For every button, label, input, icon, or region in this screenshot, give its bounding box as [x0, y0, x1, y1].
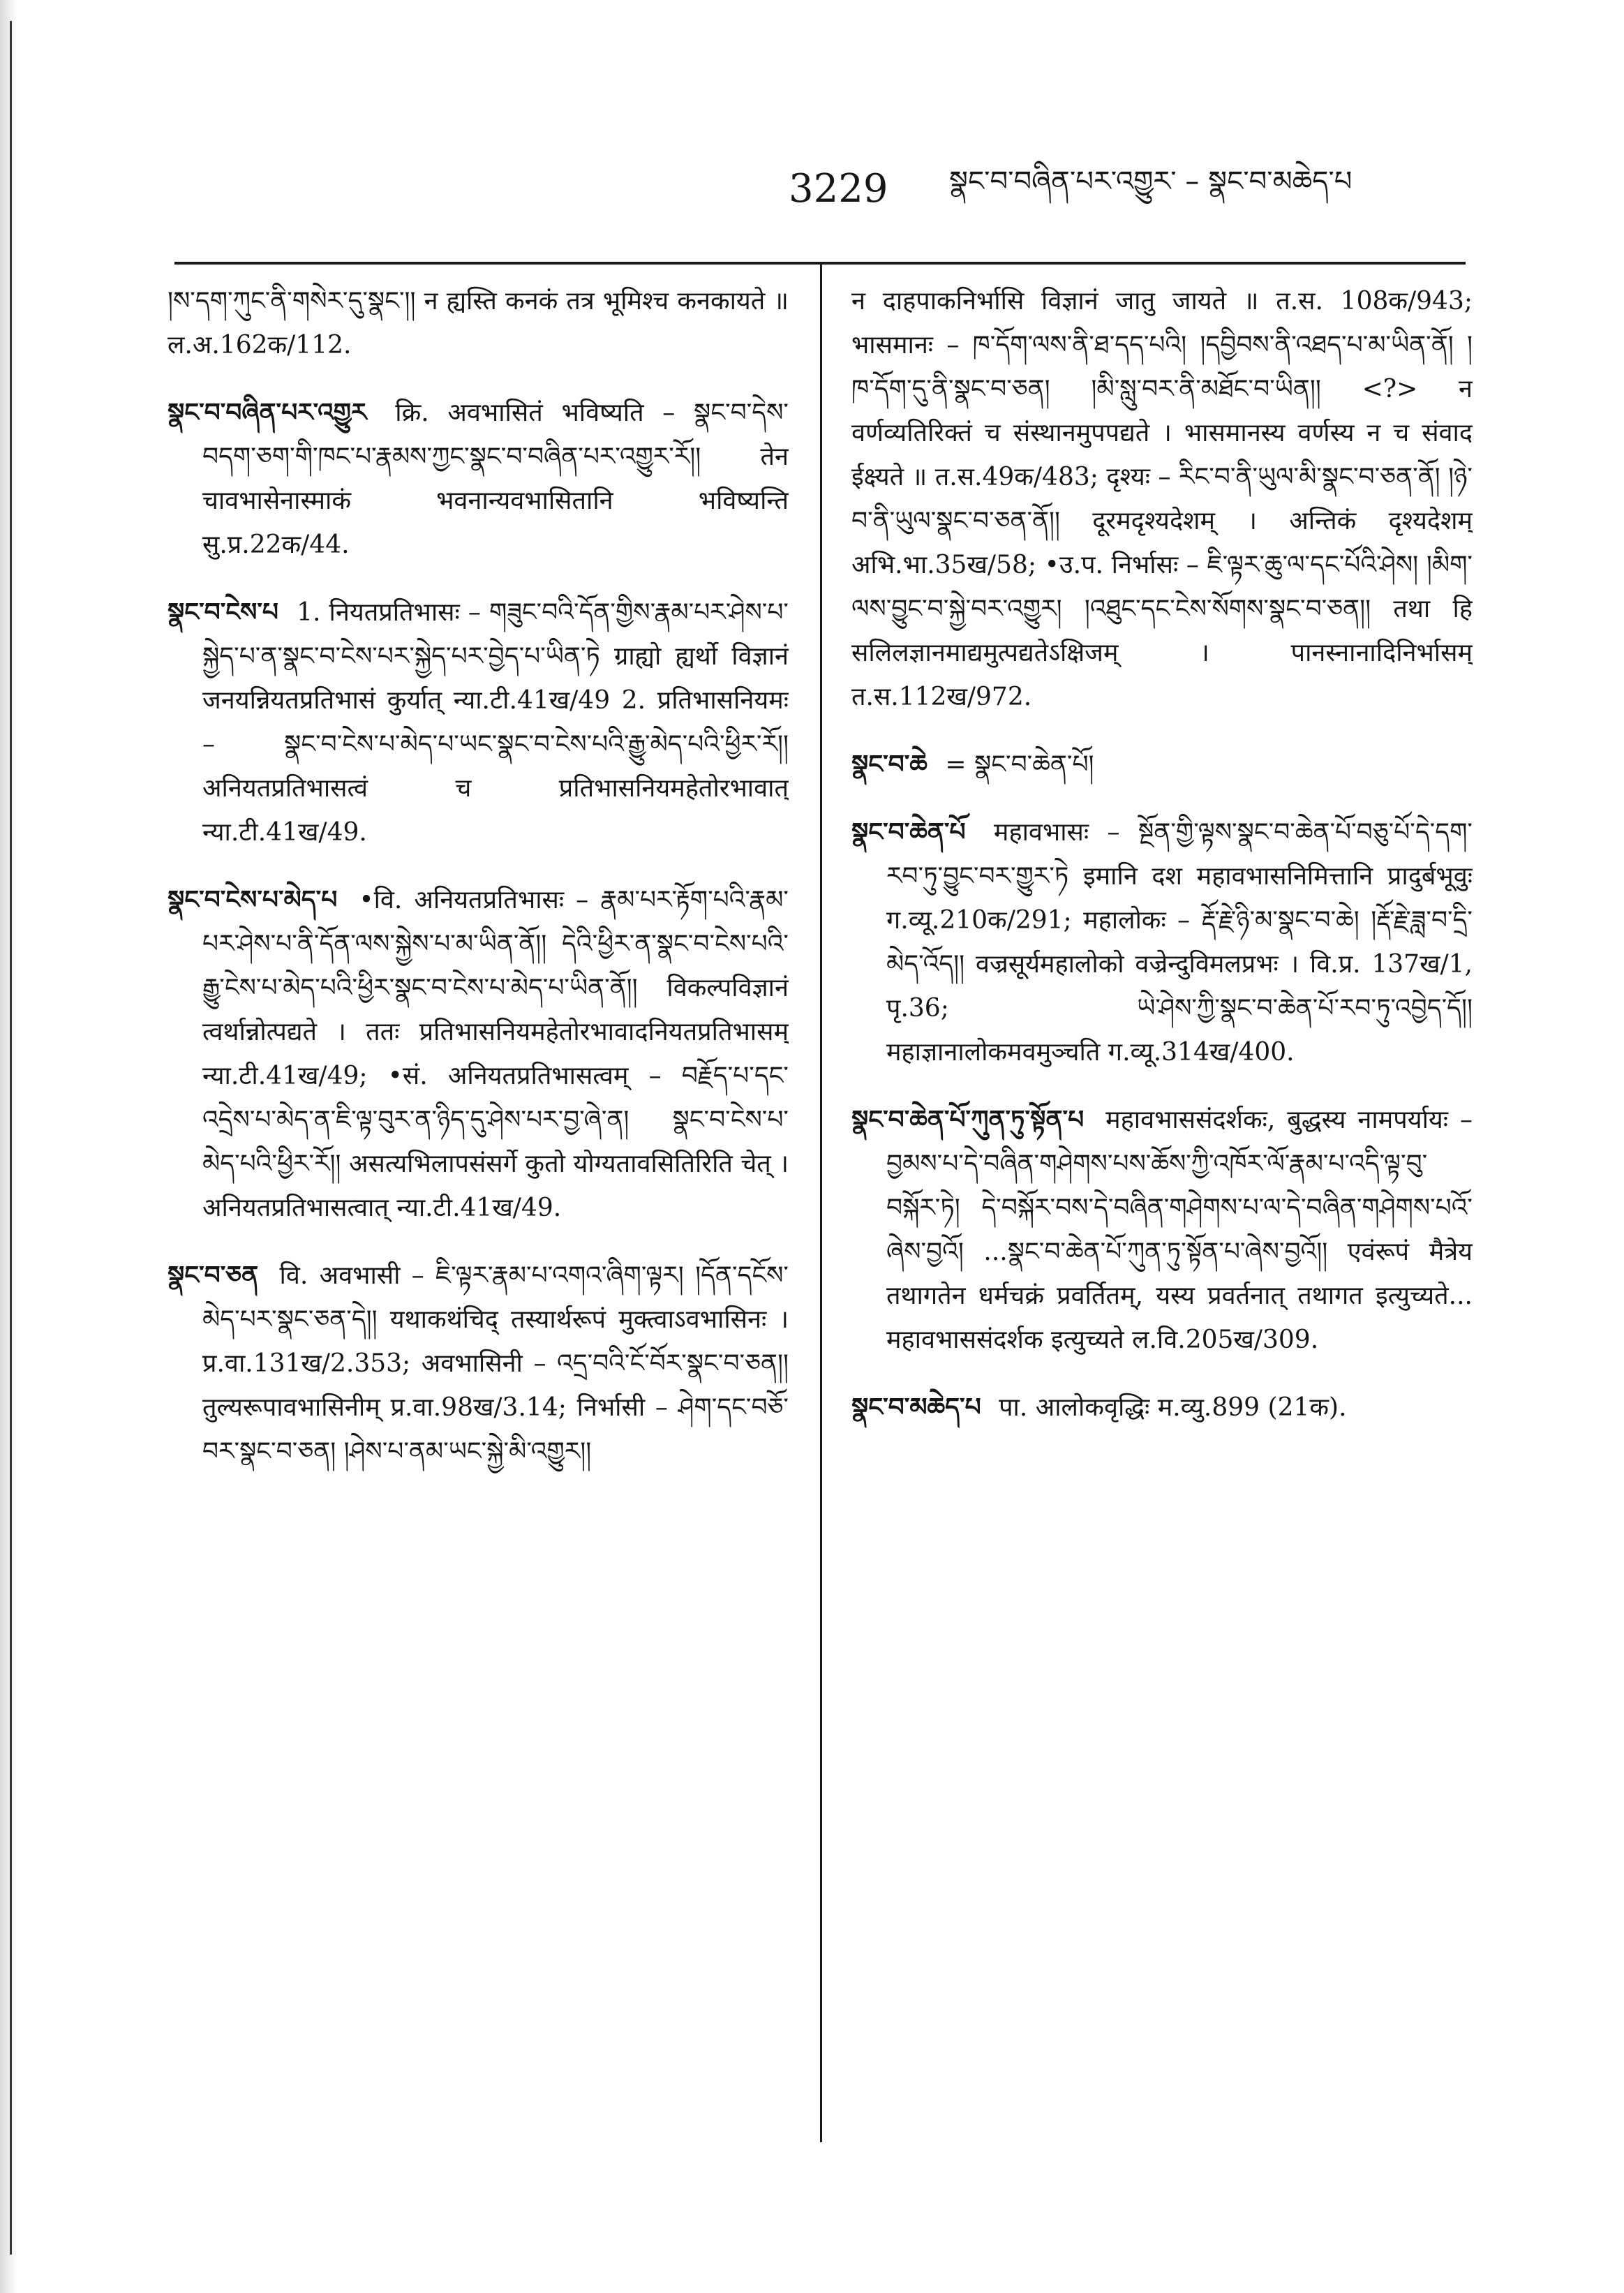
dictionary-entry [167, 1254, 789, 1474]
entry-headword: སྣང་བ་ཆེ [851, 750, 928, 779]
right-column [851, 279, 1473, 2136]
scan-edge [0, 0, 17, 2293]
entry-definition: क्रि. अवभासितं भविष्यति – སྣང་བ་དེས་བདག་ཅག་གི་ཁང་པ་རྣམས་ཀྱང་སྣང་བ་བཞིན་པར་འགྱུར་རོ།། तेन चावभासेनास्माकं भवनान्यवभासितानि भविष्यन्ति सु.प्र.22क/44. [202, 399, 789, 559]
dictionary-entry [851, 810, 1473, 1074]
running-head: སྣང་བ་བཞིན་པར་འགྱུར་ – སྣང་བ་མཆེད་པ [949, 165, 1353, 198]
entry-definition: •वि. अनियतप्रतिभासः – རྣམ་པར་རྟོག་པའི་རྣམ་པར་ཤེས་པ་ནི་དོན་ལས་སྐྱེས་པ་མ་ཡིན་ནོ།། དེའི་ཕྱིར་ན་སྣང་བ་ངེས་པའི་རྒྱུ་ངེས་པ་མེད་པའི་ཕྱིར་སྣང་བ་ངེས་པ་མེད་པ་ཡིན་ནོ།། विकल्पविज्ञानं त्वर्थान्नोत्पद्यते । ततः प्रतिभासनियमहेतोरभावादनियतप्रतिभासम् न्या.टी.41ख/49; •सं. अनियतप्रतिभासत्वम् – བརྗོད་པ་དང་འདྲེས་པ་མེད་ན་ཇི་ལྟ་བུར་ན་ཉིད་དུ་ཤེས་པར་བྱ་ཞེ་ན། སྣང་བ་ངེས་པ་མེད་པའི་ཕྱིར་རོ།། असत्यभिलापसंसर्गे कुतो योग्यतावसितिरिति चेत् । अनियतप्रतिभासत्वात् न्या.टी.41ख/49. [202, 886, 789, 1222]
entry-definition: །ས་དག་ཀུང་ནི་གསེར་དུ་སྣང་།། न ह्यस्ति कनकं तत्र भूमिश्च कनकायते ॥ ल.अ.162क/112. [167, 287, 789, 359]
entry-definition: महावभाससंदर्शकः, बुद्धस्य नामपर्यायः – བྱམས་པ་དེ་བཞིན་གཤེགས་པས་ཆོས་ཀྱི་འཁོར་ལོ་རྣམ་པ་འདི་ལྟ་བུ་བསྐོར་ཏེ། དེ་བསྐོར་བས་དེ་བཞིན་གཤེགས་པ་ལ་དེ་བཞིན་གཤེགས་པའོ་ཞེས་བྱའོ། ...སྣང་བ་ཆེན་པོ་ཀུན་ཏུ་སྟོན་པ་ཞེས་བྱའོ།། एवंरूपं मैत्रेय तथागतेन धर्मचक्रं प्रवर्तितम्, यस्य प्रवर्तनात् तथागत इत्युच्यते... महावभाससंदर्शक इत्युच्यते ल.वि.205ख/309. [886, 1106, 1473, 1354]
dictionary-entry [167, 391, 789, 567]
dictionary-entry [167, 878, 789, 1230]
dictionary-entry [851, 1386, 1473, 1430]
dictionary-entry [851, 1098, 1473, 1362]
dictionary-entry [167, 591, 789, 854]
entry-headword: སྣང་བ་ཆེན་པོ་ཀུན་ཏུ་སྟོན་པ [851, 1106, 1085, 1134]
dictionary-entry [851, 279, 1473, 719]
dictionary-entry [851, 743, 1473, 787]
left-column [167, 279, 789, 2136]
entry-headword: སྣང་བ་མཆེད་པ [851, 1393, 981, 1422]
dictionary-entry [167, 279, 789, 367]
entry-headword: སྣང་བ་ཅན [167, 1261, 259, 1290]
entry-definition: पा. आलोकवृद्धिः म.व्यु.899 (21क). [999, 1393, 1347, 1422]
entry-definition: न दाहपाकनिर्भासि विज्ञानं जातु जायते ॥ त.स. 108क/943; भासमानः – ཁ་དོག་ལས་ནི་ཐ་དད་པའི། །དབྱིབས་ནི་འཐད་པ་མ་ཡིན་ནོ། །ཁ་དོག་དུ་ནི་སྣང་བ་ཅན། །མི་སླུ་བར་ནི་མཐོང་བ་ཡིན།། <?> न वर्णव्यतिरिक्तं च संस्थानमुपपद्यते । भासमानस्य वर्णस्य न च संवाद ईक्ष्यते ॥ त.स.49क/483; दृश्यः – རིང་བ་ནི་ཡུལ་མི་སྣང་བ་ཅན་ནོ། །ཉེ་བ་ནི་ཡུལ་སྣང་བ་ཅན་ནོ།། दूरमदृश्यदेशम् । अन्तिकं दृश्यदेशम् अभि.भा.35ख/58; •उ.प. निर्भासः – ཇི་ལྟར་ཆུ་ལ་དང་པོའི་ཤེས། །མིག་ལས་བྱུང་བ་སྐྱེ་བར་འགྱུར། །འཐུང་དང་ངེས་སོགས་སྣང་བ་ཅན།། तथा हि सलिलज्ञानमाद्यमुत्पद्यतेऽक्षिजम् । पानस्नानादिनिर्भासम् त.स.112ख/972. [851, 287, 1473, 711]
entry-headword: སྣང་བ་ངེས་པ [167, 598, 278, 627]
entry-headword: སྣང་བ་བཞིན་པར་འགྱུར [167, 399, 367, 427]
entry-definition: = སྣང་བ་ཆེན་པོ། [945, 750, 1094, 779]
entry-definition: महावभासः – སྔོན་གྱི་ལྟས་སྣང་བ་ཆེན་པོ་བཅུ་པོ་དེ་དག་རབ་ཏུ་བྱུང་བར་གྱུར་ཏེ इमानि दश महावभासनिमित्तानि प्रादुर्बभूवुः ग.व्यू.210क/291; महालोकः – རྡོ་རྗེ་ཉི་མ་སྣང་བ་ཆེ། །རྡོ་རྗེ་ཟླ་བ་དྲི་མེད་འོད།། वज्रसूर्यमहालोको वज्रेन्दुविमलप्रभः । वि.प्र. 137ख/1, पृ.36; ཡེ་ཤེས་ཀྱི་སྣང་བ་ཆེན་པོ་རབ་ཏུ་འབྱེད་དོ།། महाज्ञानालोकमवमुञ्चति ग.व्यू.314ख/400. [886, 818, 1473, 1067]
binding-edge-line [10, 21, 12, 2255]
entry-headword: སྣང་བ་ངེས་པ་མེད་པ [167, 886, 338, 914]
page-header [789, 157, 1459, 220]
column-divider [820, 265, 822, 2142]
entry-headword: སྣང་བ་ཆེན་པོ [851, 818, 966, 847]
entry-definition: वि. अवभासी – ཇི་ལྟར་རྣམ་པ་འགའ་ཞིག་ལྟར། །དོན་དངོས་མེད་པར་སྣང་ཅན་དེ།། यथाकथंचिद् तस्यार्थरूपं मुक्त्वाऽवभासिनः । प्र.वा.131ख/2.353; अवभासिनी – འདྲ་བའི་ངོ་བོར་སྣང་བ་ཅན།། तुल्यरूपावभासिनीम् प्र.वा.98ख/3.14; निर्भासी – ཤེག་དང་བཅོ་བར་སྣང་བ་ཅན། །ཤེས་པ་ནམ་ཡང་སྐྱེ་མི་འགྱུར།། [202, 1261, 789, 1466]
entry-definition: 1. नियतप्रतिभासः – གཟུང་བའི་དོན་གྱིས་རྣམ་པར་ཤེས་པ་སྐྱེད་པ་ན་སྣང་བ་ངེས་པར་སྐྱེད་པར་བྱེད་པ་ཡིན་ཏེ ग्राह्यो ह्यर्थो विज्ञानं जनयन्नियतप्रतिभासं कुर्यात् न्या.टी.41ख/49 2. प्रतिभासनियमः – སྣང་བ་ངེས་པ་མེད་པ་ཡང་སྣང་བ་ངེས་པའི་རྒྱུ་མེད་པའི་ཕྱིར་རོ།། अनियतप्रतिभासत्वं च प्रतिभासनियमहेतोरभावात् न्या.टी.41ख/49. [202, 598, 789, 847]
page-number: 3229 [789, 165, 888, 212]
